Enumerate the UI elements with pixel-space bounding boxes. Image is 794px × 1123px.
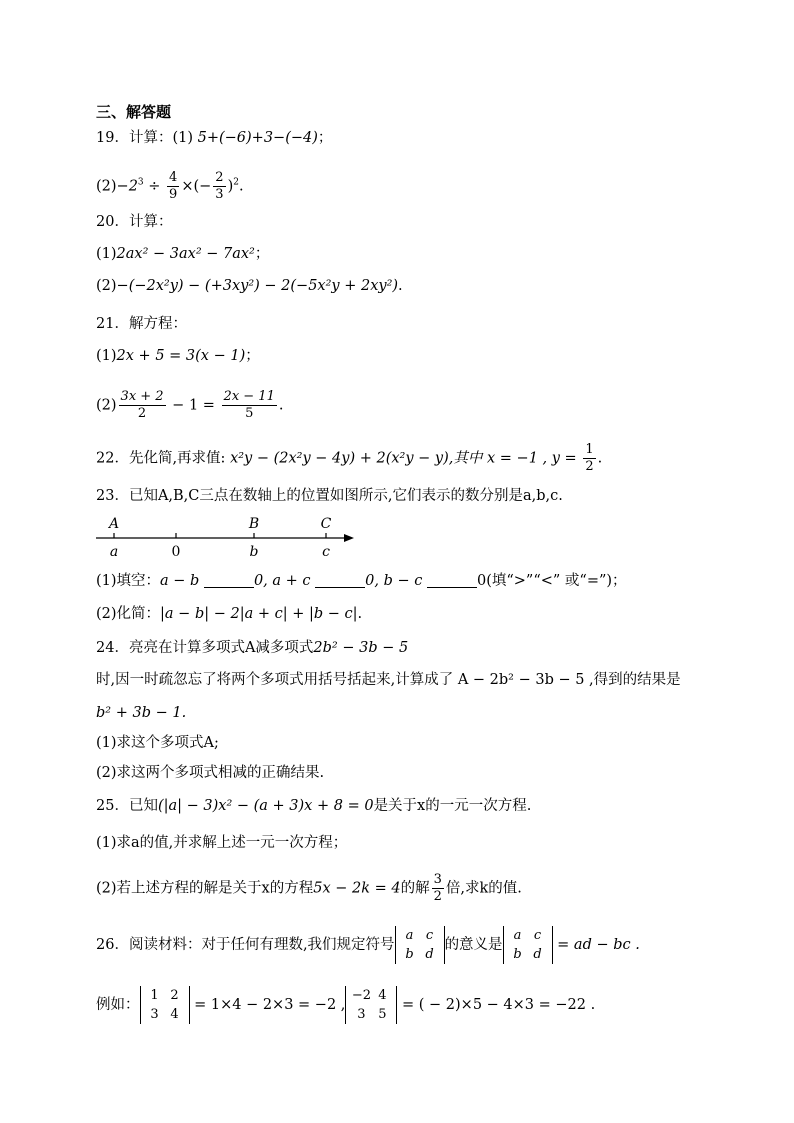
number-line-value-label: c (322, 544, 330, 560)
q19-stem: 19．计算： (96, 130, 173, 146)
q25-p2-frac-num: 3 (433, 872, 442, 887)
q19-p2-frac-num: 4 (169, 170, 178, 185)
q26-stem-b: 的意义是 (444, 937, 503, 953)
det1-b: b (405, 947, 414, 962)
q23-p1-c: 0, b − c (365, 573, 423, 589)
det3-a: 1 (150, 988, 159, 1003)
q24-line1-b: 2b² − 3b − 5 (313, 640, 409, 656)
q21-p2-mid: − 1 = (167, 397, 220, 414)
q22-expr: x²y − (2x²y − 4y) + 2(x²y − y) (230, 450, 449, 467)
q22-stem: 22．先化简,再求值: (96, 450, 231, 467)
q20-p2-expr: −(−2x²y) − (+3xy²) − 2(−5x²y + 2xy²) (116, 278, 399, 294)
det3-b: 3 (150, 1007, 159, 1022)
q21-p2-frac2-den: 5 (245, 406, 254, 421)
q21-p2-fraction-2 (222, 389, 277, 422)
number-line-point-label: A (108, 516, 120, 532)
q21-p2-frac-den: 2 (137, 406, 147, 421)
question-23-part-2 (96, 604, 362, 624)
det4-d: 5 (378, 1007, 387, 1022)
q23-stem: 23．已知A,B,C三点在数轴上的位置如图所示,它们表示的数分别是a,b,c. (96, 488, 563, 504)
number-line-figure (96, 512, 366, 562)
question-21-part-1 (96, 346, 260, 366)
q23-p2-label: (2)化简： (96, 606, 161, 622)
q21-p2-end: . (278, 397, 284, 414)
determinant-definition (503, 926, 553, 964)
question-26-example (96, 986, 595, 1024)
q19-p2-end: . (238, 178, 244, 195)
q19-p2-fraction (167, 170, 179, 203)
q19-p2-exp: 2 (233, 177, 239, 188)
q20-stem: 20．计算： (96, 214, 173, 230)
q19-p2-pre: −2 (116, 178, 138, 195)
q19-p2-label: (2) (96, 178, 117, 195)
question-20-part-1 (96, 244, 269, 264)
q20-p1-label: (1) (96, 246, 117, 262)
q22-frac-den: 2 (585, 459, 594, 474)
question-25-part-2 (96, 872, 522, 905)
answer-blank-3[interactable] (427, 573, 477, 588)
answer-blank-1[interactable] (204, 573, 254, 588)
q25-p2-c: 倍,求k的值. (445, 880, 522, 897)
q19-p1-end: ； (317, 130, 333, 146)
q20-p1-expr: 2ax² − 3ax² − 7ax² (116, 246, 255, 262)
q26-stem-c: = ad − bc . (552, 937, 640, 953)
q19-p2-frac-den: 9 (169, 187, 178, 202)
q25-stem-a: 25．已知 (96, 798, 158, 814)
q21-p1-expr: 2x + 5 = 3(x − 1) (116, 348, 246, 364)
q19-p2-times: ×(− (181, 178, 212, 195)
determinant-example-1 (140, 986, 190, 1024)
q25-stem-b: 是关于x的一元一次方程. (373, 798, 532, 814)
det4-b: 3 (357, 1007, 366, 1022)
q23-p2-expr: |a − b| − 2|a + c| + |b − c| (160, 606, 358, 622)
q19-p1-label: (1) (172, 130, 193, 146)
q25-p2-expr: 5x − 2k = 4 (313, 880, 401, 897)
q22-fraction (583, 442, 595, 475)
q21-p2-label: (2) (96, 397, 117, 414)
q22-frac-num: 1 (585, 442, 594, 457)
question-23-part-1 (96, 571, 627, 591)
q24-part-2: (2)求这两个多项式相减的正确结果. (96, 765, 325, 781)
q24-line1-a: 24．亮亮在计算多项式A减多项式 (96, 640, 314, 656)
det3-d: 4 (170, 1007, 179, 1022)
number-line-value-label: a (109, 544, 119, 560)
q25-p2-frac-den: 2 (433, 889, 442, 904)
number-line-point-label: C (320, 516, 332, 532)
det1-c: c (425, 928, 434, 943)
q23-p1-d: 0(填“>”“<” 或“=”)； (476, 573, 627, 589)
q24-line-2: 时,因一时疏忽忘了将两个多项式用括号括起来,计算成了 A − 2b² − 3b − 5 ,得到的结果是 (96, 672, 681, 688)
det4-c: 4 (378, 988, 387, 1003)
question-21-part-2 (96, 389, 283, 422)
q21-p1-label: (1) (96, 348, 117, 364)
section-title: 三、解答题 (96, 103, 172, 121)
number-line-point-label: B (248, 516, 260, 532)
determinant-example-2 (345, 986, 397, 1024)
q25-p2-fraction (432, 872, 444, 905)
q19-p2-frac2-den: 3 (215, 187, 224, 202)
det4-a: −2 (351, 988, 371, 1003)
q26-example-label: 例如： (96, 997, 140, 1013)
q26-example-b: = 1×4 − 2×3 = −2 , (189, 997, 346, 1013)
q20-p1-end: ； (254, 246, 270, 262)
question-22 (96, 442, 602, 475)
q23-p2-end: . (357, 606, 363, 622)
q19-p2-frac2-num: 2 (215, 170, 224, 185)
q25-p2-b: 的解 (400, 880, 430, 897)
det1-d: d (425, 947, 434, 962)
question-24-line-1 (96, 638, 408, 658)
number-line-value-label: b (249, 544, 259, 560)
question-25-stem (96, 796, 531, 816)
number-line-arrow (344, 534, 354, 542)
det2-c: c (533, 928, 542, 943)
q25-stem-expr: (|a| − 3)x² − (a + 3)x + 8 = 0 (157, 798, 374, 814)
q26-example-c: = ( − 2)×5 − 4×3 = −22 . (397, 997, 596, 1013)
q21-p1-end: ； (245, 348, 260, 364)
q19-p2-fraction-2 (213, 170, 225, 203)
q19-p2-div: ÷ (143, 178, 166, 195)
q21-stem: 21．解方程： (96, 316, 187, 332)
det2-d: d (533, 947, 542, 962)
q19-p2-pre-exp: 3 (137, 177, 144, 188)
number-line-value-label: 0 (171, 544, 181, 560)
question-19-part-2 (96, 170, 244, 203)
q26-stem-a: 26．阅读材料：对于任何有理数,我们规定符号 (96, 937, 395, 953)
q22-end: . (597, 450, 603, 467)
det3-c: 2 (170, 988, 179, 1003)
q24-part-1: (1)求这个多项式A; (96, 735, 219, 751)
q21-p2-frac-num: 3x + 2 (120, 389, 164, 404)
q22-condition: ,其中 x = −1 , y = (448, 450, 582, 467)
answer-blank-2[interactable] (315, 573, 365, 588)
q25-p2-a: (2)若上述方程的解是关于x的方程 (96, 880, 314, 897)
determinant-symbol (395, 926, 445, 964)
q23-p1-a: a − b (160, 573, 200, 589)
det2-a: a (513, 928, 522, 943)
q23-p1-b: 0, a + c (253, 573, 311, 589)
q21-p2-fraction (119, 389, 166, 422)
question-20-part-2 (96, 276, 403, 296)
q24-line-3: b² + 3b − 1. (96, 705, 187, 721)
q19-p1-expr: 5+(−6)+3−(−4) (197, 130, 318, 146)
question-19-stem (96, 128, 332, 148)
q21-p2-frac2-num: 2x − 11 (223, 389, 275, 404)
q20-p2-end: . (398, 278, 403, 294)
det2-b: b (513, 947, 522, 962)
q19-p2-close: ) (227, 178, 234, 195)
det1-a: a (405, 928, 414, 943)
q25-part-1: (1)求a的值,并求解上述一元一次方程； (96, 835, 348, 851)
question-26-stem (96, 926, 640, 964)
q23-p1-label: (1)填空： (96, 573, 161, 589)
q20-p2-label: (2) (96, 278, 117, 294)
